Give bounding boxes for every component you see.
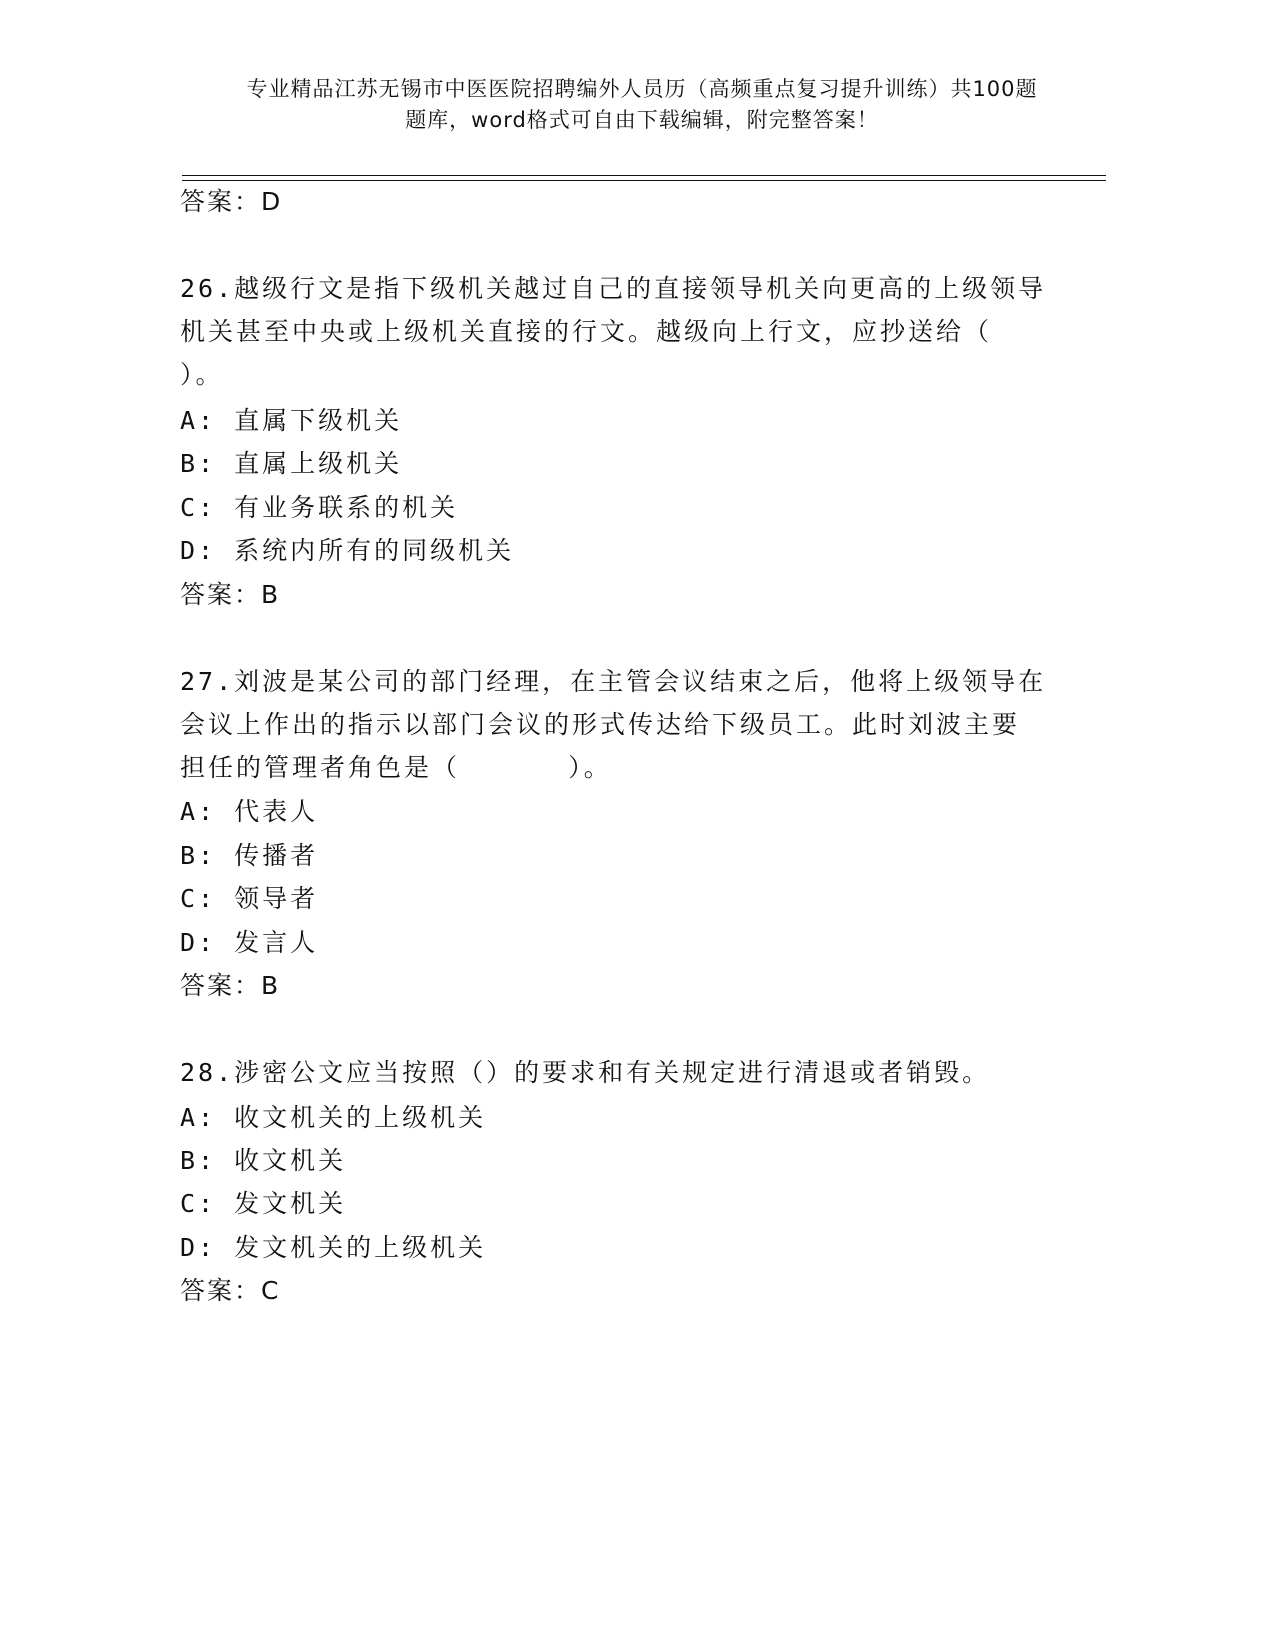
question-27-option-b: B: 传播者	[180, 841, 319, 870]
question-27-option-c: C: 领导者	[180, 884, 319, 913]
question-26-option-d: D: 系统内所有的同级机关	[180, 536, 515, 565]
question-28-option-b: B: 收文机关	[180, 1146, 347, 1175]
question-27-answer: 答案：B	[180, 971, 281, 1000]
question-26-option-b: B: 直属上级机关	[180, 449, 403, 478]
question-26-text	[180, 267, 1047, 396]
question-line: ）。	[180, 360, 224, 389]
question-26-answer: 答案：B	[180, 580, 281, 609]
question-28-answer: 答案：C	[180, 1276, 281, 1305]
header-divider	[182, 180, 1106, 181]
question-27-option-d: D: 发言人	[180, 928, 319, 957]
question-28-option-a: A: 收文机关的上级机关	[180, 1103, 487, 1132]
question-26-option-c: C: 有业务联系的机关	[180, 493, 459, 522]
question-line: 27.刘波是某公司的部门经理，在主管会议结束之后，他将上级领导在	[180, 667, 1047, 696]
header-title-line-1: 专业精品江苏无锡市中医医院招聘编外人员历（高频重点复习提升训练）共100题	[246, 77, 1038, 101]
question-28-option-d: D: 发文机关的上级机关	[180, 1233, 487, 1262]
header-title-line-2: 题库，word格式可自由下载编辑，附完整答案！	[405, 108, 879, 132]
question-28-option-c: C: 发文机关	[180, 1189, 347, 1218]
previous-answer: 答案：D	[180, 187, 283, 216]
question-27-option-a: A: 代表人	[180, 797, 319, 826]
question-line: 28.涉密公文应当按照（）的要求和有关规定进行清退或者销毁。	[180, 1058, 991, 1087]
question-line: 机关甚至中央或上级机关直接的行文。越级向上行文，应抄送给（	[180, 317, 993, 346]
question-26-option-a: A: 直属下级机关	[180, 406, 403, 435]
header-divider	[182, 175, 1106, 176]
question-line: 担任的管理者角色是（ ）。	[180, 753, 612, 782]
question-line: 会议上作出的指示以部门会议的形式传达给下级员工。此时刘波主要	[180, 710, 1021, 739]
question-27-text	[180, 660, 1047, 789]
question-line: 26.越级行文是指下级机关越过自己的直接领导机关向更高的上级领导	[180, 274, 1047, 303]
document-header	[182, 74, 1102, 136]
question-28-text	[180, 1051, 1040, 1094]
